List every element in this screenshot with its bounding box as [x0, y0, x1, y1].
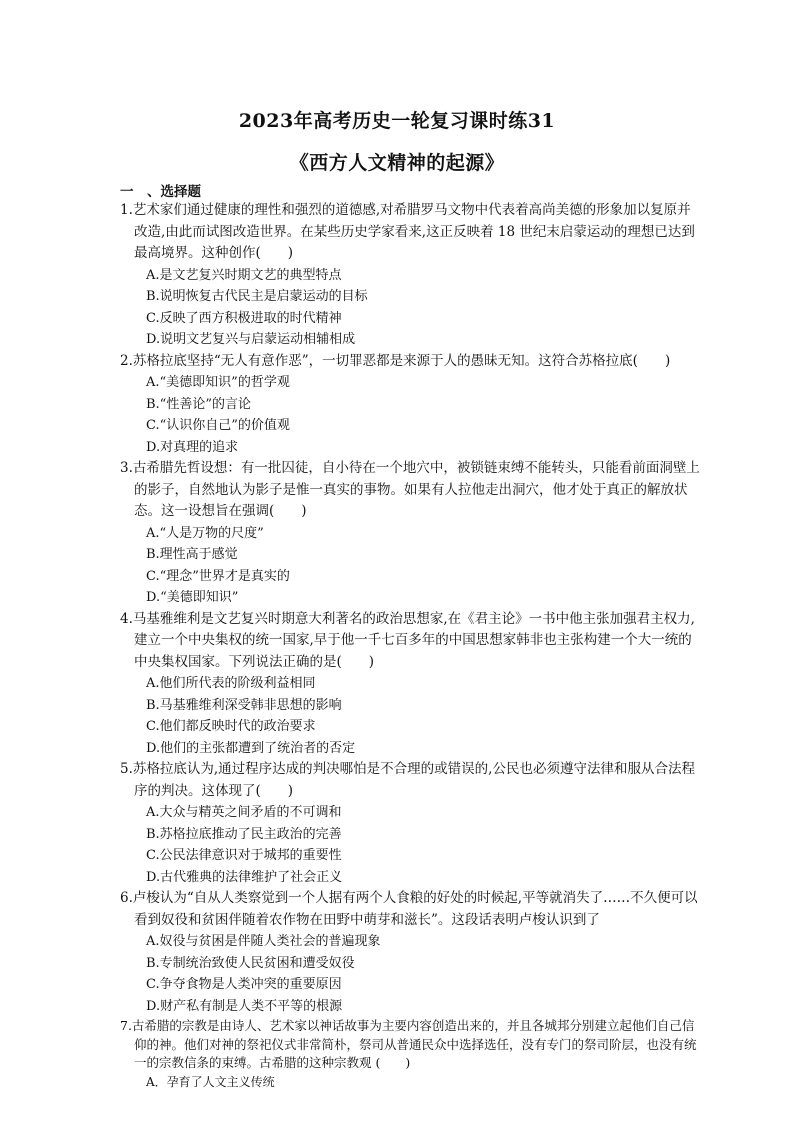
option-a: A.他们所代表的阶级利益相同 — [146, 676, 316, 691]
option-c: C.争夺食物是人类冲突的重要原因 — [146, 977, 342, 992]
option-a: A.奴役与贫困是伴随人类社会的普遍现象 — [146, 934, 381, 949]
option-d: D.“美德即知识” — [146, 590, 239, 605]
option-d: D.财产私有制是人类不平等的根源 — [146, 998, 343, 1014]
question-3 — [120, 458, 700, 609]
question-7 — [120, 1017, 700, 1091]
option-b: B.苏格拉底推动了民主政治的完善 — [146, 826, 342, 842]
question-6 — [120, 888, 700, 1017]
option-c: C.“认识你自己”的价值观 — [146, 418, 290, 433]
section-heading: 一 、选择题 — [120, 184, 201, 200]
option-c: C.反映了西方积极进取的时代精神 — [146, 310, 342, 326]
option-d: D.对真理的追求 — [146, 439, 239, 455]
option-a: A.“美德即知识”的哲学观 — [146, 375, 290, 390]
option-d: D.说明文艺复兴与启蒙运动相辅相成 — [146, 332, 356, 347]
question-stem: 2.苏格拉底坚持“无人有意作恶”，一切罪恶都是来源于人的愚昧无知。这符合苏格拉底( ) — [120, 352, 671, 369]
option-d: D.古代雅典的法律维护了社会正义 — [146, 869, 343, 885]
option-c: C.他们都反映时代的政治要求 — [146, 719, 316, 734]
option-a: A.“人是万物的尺度” — [146, 525, 264, 541]
question-stem: 1.艺术家们通过健康的理性和强烈的道德感,对希腊罗马文物中代表着高尚美德的形象加以复原并改造,由此而试图改造世界。在某些历史学家看来,这正反映着 18 世纪末启蒙运动的理想已达到最高境界。这种创作( ) — [120, 202, 695, 261]
option-b: B.专制统治致使人民贫困和遭受奴役 — [146, 955, 355, 971]
option-a: A.是文艺复兴时期文艺的典型特点 — [146, 267, 342, 283]
option-d: D.他们的主张都遭到了统治者的否定 — [146, 740, 356, 756]
question-stem: 7.古希腊的宗教是由诗人、艺术家以神话故事为主要内容创造出来的，并且各城邦分别建立起他们自己信仰的神。他们对神的祭祀仪式非常简朴，祭司从普通民众中选择选任，没有专门的祭司阶层，也没有统一的宗教信条的束缚。古希腊的这种宗教观 ( ) — [120, 1018, 697, 1070]
option-b: B.说明恢复古代民主是启蒙运动的目标 — [146, 289, 368, 304]
question-5 — [120, 759, 700, 888]
question-4 — [120, 609, 700, 760]
option-a: A.大众与精英之间矛盾的不可调和 — [146, 805, 342, 820]
question-stem: 4.马基雅维利是文艺复兴时期意大利著名的政治思想家,在《君主论》一书中他主张加强君主权力,建立一个中央集权的统一国家,早于他一千七百多年的中国思想家韩非也主张构建一个大一统的中央集权国家。下列说法正确的是( ) — [120, 610, 695, 670]
question-stem: 3.古希腊先哲设想：有一批囚徒，自小待在一个地穴中，被锁链束缚不能转头，只能看前面洞壁上的影子，自然地认为影子是惟一真实的事物。如果有人拉他走出洞穴，他才处于真正的解放状态。这一设想旨在强调( ) — [120, 460, 700, 519]
option-b: B.马基雅维利深受韩非思想的影响 — [146, 697, 342, 713]
option-a: A．孕育了人文主义传统 — [146, 1074, 275, 1089]
option-c: C.公民法律意识对于城邦的重要性 — [146, 848, 342, 863]
option-b: B.理性高于感觉 — [146, 547, 238, 562]
option-b: B.“性善论”的言论 — [146, 396, 251, 412]
question-1 — [120, 200, 700, 351]
question-stem: 6.卢梭认为“自从人类察觉到一个人据有两个人食粮的好处的时候起,平等就消失了……不久便可以看到奴役和贫困伴随着农作物在田野中萌芽和滋长”。这段话表明卢梭认识到了 — [120, 890, 698, 928]
question-stem: 5.苏格拉底认为,通过程序达成的判决哪怕是不合理的或错误的,公民也必须遵守法律和服从合法程序的判决。这体现了( ) — [120, 761, 695, 799]
document-title: 2023年高考历史一轮复习课时练31 — [238, 110, 556, 132]
option-c: C.“理念”世界才是真实的 — [146, 568, 290, 584]
question-2 — [120, 351, 700, 459]
question-list — [120, 200, 700, 1091]
document-subtitle: 《西方人文精神的起源》 — [289, 152, 505, 174]
